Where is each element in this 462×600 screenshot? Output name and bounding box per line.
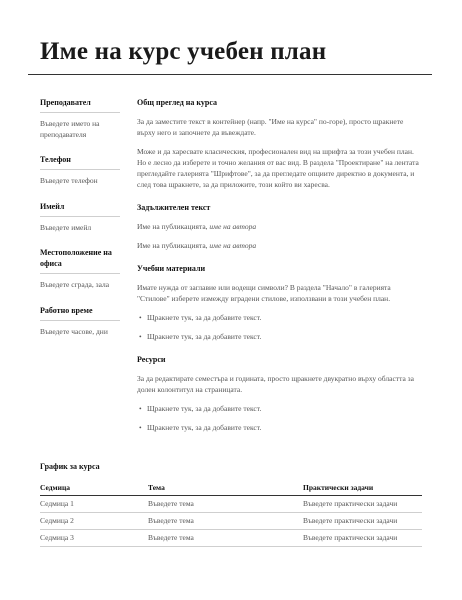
topic-cell[interactable]: Въведете тема [148,513,303,530]
office-label: Местоположение на офиса [40,248,112,268]
divider [40,216,120,217]
bullet-text: Щракнете тук, за да добавите текст. [147,313,262,322]
column-header-week: Седмица [40,479,148,496]
publication-item[interactable] [137,221,422,232]
week-cell[interactable]: Седмица 2 [40,513,148,530]
overview-paragraph[interactable]: Може и да харесвате класическия, професионален вид на шрифта за този учебен план. Но е лесно да изберете и точно желания от вас вид. В раздела "Проектиране" на лентата прегледайте галерията "Шрифтове", за да прегледате опциите директно в документа, и след това щракнете, за да приложите, този който ви харесва. [137,147,419,189]
column-header-tasks: Практически задачи [303,479,422,496]
bullet-icon: • [139,423,142,432]
course-schedule [40,462,422,547]
table-row [40,496,422,513]
resources-bullet[interactable] [137,403,422,414]
bullet-text: Щракнете тук, за да добавите текст. [147,332,262,341]
week-cell[interactable]: Седмица 3 [40,530,148,547]
phone-section [40,154,120,187]
divider [40,273,120,274]
publication-author: име на автора [209,241,257,250]
overview-heading: Общ преглед на курса [137,98,217,107]
email-section [40,201,120,234]
hours-label: Работно време [40,305,93,315]
sidebar [40,97,120,351]
tasks-cell[interactable]: Въведете практически задачи [303,496,422,513]
title-divider [28,74,432,75]
bullet-icon: • [139,404,142,413]
publication-name: Име на публикацията, [137,222,210,231]
table-row [40,530,422,547]
materials-bullet[interactable] [137,312,422,323]
materials-bullet[interactable] [137,331,422,342]
schedule-title: График за курса [40,462,100,471]
email-field[interactable]: Въведете имейл [40,222,92,232]
bullet-icon: • [139,313,142,322]
schedule-table [40,479,422,547]
page-title[interactable]: Име на курс учебен план [40,38,327,65]
office-field[interactable]: Въведете сграда, зала [40,280,110,289]
materials-paragraph[interactable]: Имате нужда от заглавие или водещи символи? В раздела "Начало" в галерията "Стилове" изберете измежду вградени стилове, използвани в този учебен план. [137,283,391,303]
divider [40,169,120,170]
resources-bullet[interactable] [137,422,422,433]
instructor-label: Преподавател [40,98,91,107]
required-text-heading: Задължителен текст [137,203,211,212]
publication-name: Име на публикацията, [137,241,210,250]
week-cell[interactable]: Седмица 1 [40,496,148,513]
column-header-topic: Тема [148,479,303,496]
bullet-text: Щракнете тук, за да добавите текст. [147,423,262,432]
phone-label: Телефон [40,155,71,164]
overview-paragraph[interactable]: За да заместите текст в контейнер (напр. "Име на курса" по-горе), просто щракнете върху него и започнете да въвеждате. [137,117,404,137]
email-label: Имейл [40,201,65,211]
tasks-cell[interactable]: Въведете практически задачи [303,530,422,547]
topic-cell[interactable]: Въведете тема [148,530,303,547]
phone-field[interactable]: Въведете телефон [40,176,98,185]
instructor-section [40,97,120,140]
table-row [40,513,422,530]
materials-heading: Учебни материали [137,264,206,273]
hours-field[interactable]: Въведете часове, дни [40,326,108,336]
office-section [40,247,120,291]
main-content [137,97,422,433]
topic-cell[interactable]: Въведете тема [148,496,303,513]
divider [40,112,120,113]
divider [40,320,120,321]
resources-paragraph[interactable]: За да редактирате семестъра и годината, просто щракнете двукратно върху областта за долен колонтитул на страницата. [137,374,414,394]
bullet-text: Щракнете тук, за да добавите текст. [147,404,262,413]
publication-author: име на автора [209,222,257,231]
tasks-cell[interactable]: Въведете практически задачи [303,513,422,530]
publication-item[interactable] [137,240,422,251]
resources-heading: Ресурси [137,355,166,364]
hours-section [40,305,120,338]
bullet-icon: • [139,332,142,341]
instructor-field[interactable]: Въведете името на преподавателя [40,119,100,139]
table-header-row [40,479,422,496]
